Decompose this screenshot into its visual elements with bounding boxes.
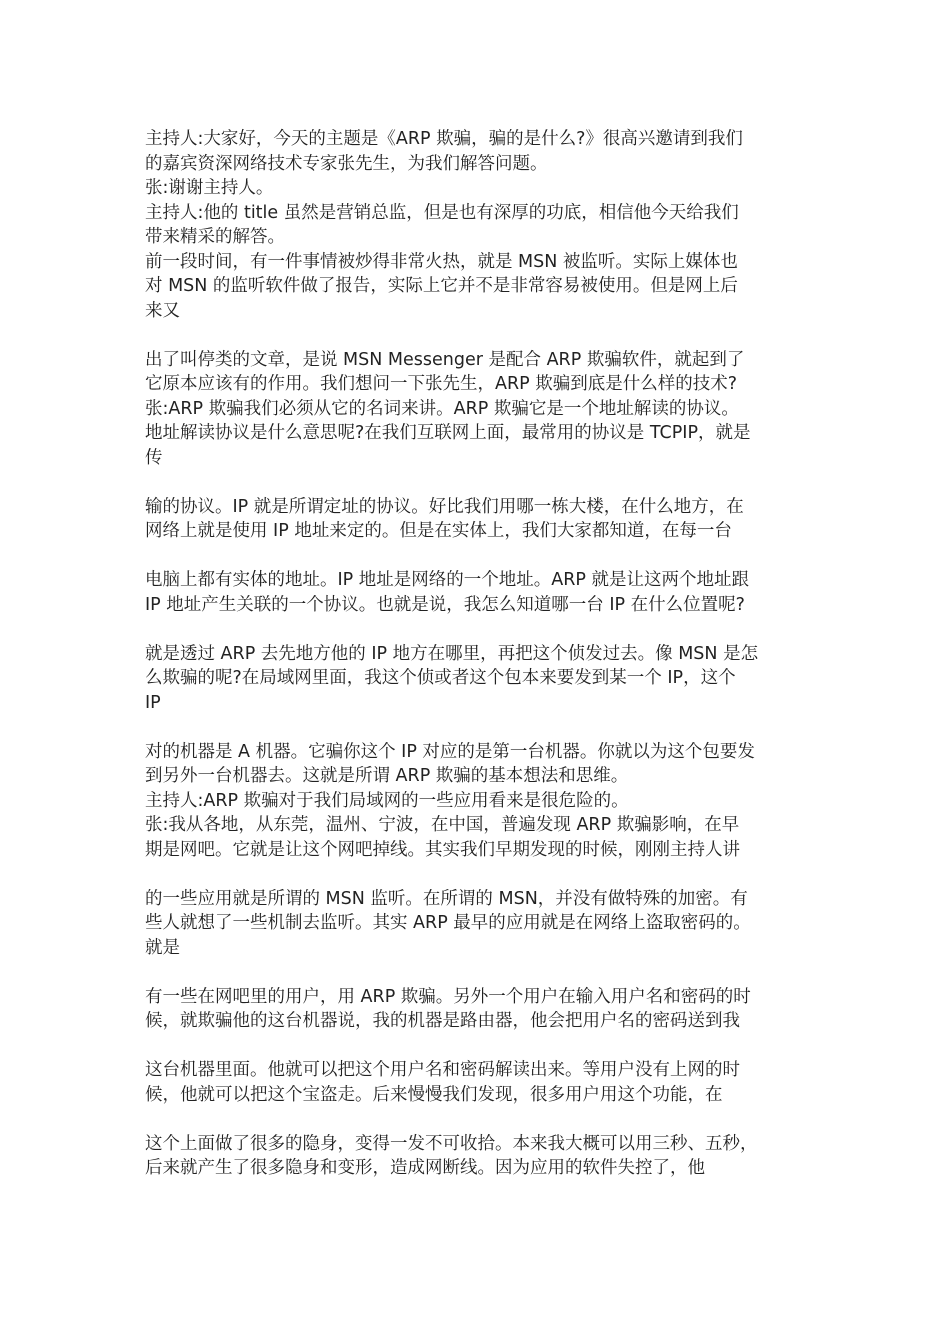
paragraph: [145, 568, 815, 617]
text-line: 候，就欺骗他的这台机器说，我的机器是路由器，他会把用户名的密码送到我: [145, 1011, 740, 1031]
paragraph: [145, 397, 815, 471]
paragraph-gap: [145, 960, 815, 985]
paragraph-gap: [145, 1034, 815, 1059]
paragraph: [145, 740, 815, 789]
text-line: 有一些在网吧里的用户，用 ARP 欺骗。另外一个用户在输入用户名和密码的时: [145, 986, 751, 1007]
paragraph-gap: [145, 544, 815, 569]
paragraph: [145, 127, 815, 176]
paragraph-gap: [145, 617, 815, 642]
paragraph: [145, 985, 815, 1034]
paragraph: [145, 789, 815, 814]
paragraph: [145, 176, 815, 201]
paragraph: [145, 1132, 815, 1181]
text-line: 对的机器是 A 机器。它骗你这个 IP 对应的是第一台机器。你就以为这个包要发: [145, 741, 755, 762]
text-line: 输的协议。IP 就是所谓定址的协议。好比我们用哪一栋大楼，在什么地方，在: [145, 496, 744, 517]
paragraph: [145, 348, 815, 397]
text-line: IP: [145, 692, 161, 713]
text-line: 张:我从各地，从东莞，温州、宁波，在中国，普遍发现 ARP 欺骗影响，在早: [145, 815, 740, 835]
text-line: 这个上面做了很多的隐身，变得一发不可收拾。本来我大概可以用三秒、五秒，: [145, 1133, 758, 1154]
paragraph: [145, 642, 815, 716]
text-line: 候，他就可以把这个宝盗走。后来慢慢我们发现，很多用户用这个功能，在: [145, 1084, 723, 1105]
text-line: 的一些应用就是所谓的 MSN 监听。在所谓的 MSN，并没有做特殊的加密。有: [145, 888, 748, 909]
paragraph-gap: [145, 1107, 815, 1132]
paragraph: [145, 1058, 815, 1107]
text-line: 前一段时间，有一件事情被炒得非常火热，就是 MSN 被监听。实际上媒体也: [145, 251, 738, 272]
document-page: [145, 127, 815, 1181]
text-line: IP 地址产生关联的一个协议。也就是说，我怎么知道哪一台 IP 在什么位置呢?: [145, 594, 745, 615]
text-line: 么欺骗的呢?在局域网里面，我这个侦或者这个包本来要发到某一个 IP，这个: [145, 668, 736, 688]
text-line: 就是透过 ARP 去先地方他的 IP 地方在哪里，再把这个侦发过去。像 MSN 是怎: [145, 643, 759, 664]
paragraph-gap: [145, 470, 815, 495]
text-line: 张:ARP 欺骗我们必须从它的名词来讲。ARP 欺骗它是一个地址解读的协议。: [145, 398, 739, 419]
text-line: 张:谢谢主持人。: [145, 178, 274, 198]
paragraph: [145, 887, 815, 961]
paragraph: [145, 250, 815, 324]
text-line: 电脑上都有实体的地址。IP 地址是网络的一个地址。ARP 就是让这两个地址跟: [145, 570, 750, 590]
text-line: 主持人:他的 title 虽然是营销总监，但是也有深厚的功底，相信他今天给我们: [145, 202, 739, 223]
text-line: 主持人:大家好，今天的主题是《ARP 欺骗，骗的是什么?》很高兴邀请到我们: [145, 129, 743, 149]
text-line: 带来精采的解答。: [145, 227, 285, 247]
text-line: 这台机器里面。他就可以把这个用户名和密码解读出来。等用户没有上网的时: [145, 1060, 740, 1080]
text-line: 传: [145, 447, 163, 468]
text-line: 出了叫停类的文章，是说 MSN Messenger 是配合 ARP 欺骗软件，就起到了: [145, 349, 745, 370]
text-line: 到另外一台机器去。这就是所谓 ARP 欺骗的基本想法和思维。: [145, 766, 629, 786]
text-line: 网络上就是使用 IP 地址来定的。但是在实体上，我们大家都知道，在每一台: [145, 521, 732, 541]
paragraph-gap: [145, 715, 815, 740]
text-line: 主持人:ARP 欺骗对于我们局域网的一些应用看来是很危险的。: [145, 790, 629, 811]
paragraph-gap: [145, 323, 815, 348]
paragraph: [145, 201, 815, 250]
text-line: 的嘉宾资深网络技术专家张先生，为我们解答问题。: [145, 153, 548, 174]
text-line: 地址解读协议是什么意思呢?在我们互联网上面，最常用的协议是 TCPIP，就是: [145, 423, 751, 443]
paragraph: [145, 495, 815, 544]
text-line: 后来就产生了很多隐身和变形，造成网断线。因为应用的软件失控了，他: [145, 1158, 705, 1178]
text-line: 来又: [145, 300, 180, 321]
text-line: 期是网吧。它就是让这个网吧掉线。其实我们早期发现的时候，刚刚主持人讲: [145, 839, 740, 860]
text-line: 它原本应该有的作用。我们想问一下张先生，ARP 欺骗到底是什么样的技术?: [145, 374, 738, 394]
paragraph-gap: [145, 862, 815, 887]
text-line: 对 MSN 的监听软件做了报告，实际上它并不是非常容易被使用。但是网上后: [145, 276, 738, 296]
text-line: 就是: [145, 937, 180, 958]
paragraph: [145, 813, 815, 862]
text-line: 些人就想了一些机制去监听。其实 ARP 最早的应用就是在网络上盗取密码的。: [145, 913, 751, 933]
